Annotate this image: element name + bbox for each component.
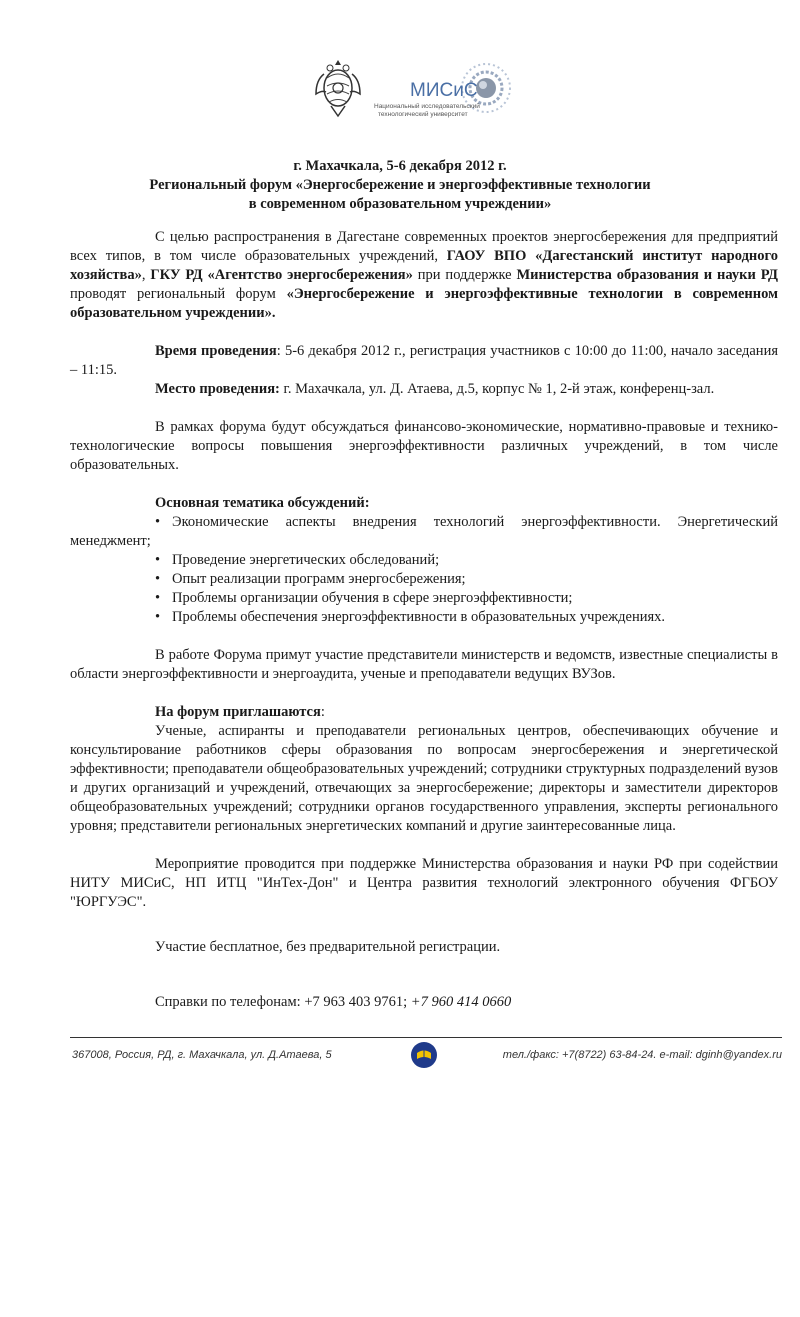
intro-paragraph bbox=[70, 228, 778, 323]
invited-heading-colon: : bbox=[320, 704, 325, 720]
intro-text-2: , bbox=[141, 267, 151, 283]
list-item: • Опыт реализации программ энергосбережения; bbox=[70, 570, 778, 589]
footer-divider bbox=[70, 1037, 782, 1038]
list-item: • Проблемы организации обучения в сфере энергоэффективности; bbox=[70, 589, 778, 608]
invited-heading bbox=[70, 703, 778, 722]
invited-heading-text: На форум приглашаются bbox=[155, 704, 321, 720]
intro-org-3: Министерства образования и науки РД bbox=[516, 267, 778, 283]
phones-label: Справки по телефонам: +7 963 403 9761; bbox=[155, 994, 411, 1010]
footer-address: 367008, Россия, РД, г. Махачкала, ул. Д.Атаева, 5 bbox=[72, 1049, 332, 1061]
document-title bbox=[100, 157, 700, 214]
list-item: • Проблемы обеспечения энергоэффективности в образовательных учреждениях. bbox=[70, 608, 778, 627]
time-paragraph bbox=[70, 342, 778, 380]
double-headed-eagle-crest-icon bbox=[313, 56, 363, 120]
misis-logo-subtitle-2: технологический университет bbox=[378, 111, 468, 118]
institute-emblem-icon bbox=[410, 1041, 438, 1069]
header-logos bbox=[0, 50, 800, 130]
document-body bbox=[70, 228, 778, 912]
free-participation-note: Участие бесплатное, без предварительной регистрации. bbox=[155, 939, 501, 955]
intro-text-3: при поддержке bbox=[412, 267, 517, 283]
place-label: Место проведения: bbox=[155, 381, 280, 397]
place-text: г. Махачкала, ул. Д. Атаева, д.5, корпус № 1, 2-й этаж, конференц-зал. bbox=[279, 381, 715, 397]
intro-forum-name: «Энергосбережение и энергоэффективные технологии в современном образовательном учреждении». bbox=[70, 286, 778, 321]
misis-logo-graphic bbox=[368, 52, 518, 122]
misis-logo-subtitle-1: Национальный исследовательский bbox=[374, 103, 480, 110]
participants-paragraph: В работе Форума примут участие представители министерств и ведомств, известные специалисты в области энергоэффективности и энергоаудита, ученые и преподаватели ведущих ВУЗов. bbox=[70, 647, 778, 682]
topics-list bbox=[70, 513, 778, 627]
footer-contacts: тел./факс: +7(8722) 63-84-24. e-mail: dginh@yandex.ru bbox=[502, 1049, 782, 1061]
place-paragraph bbox=[70, 380, 778, 399]
time-label: Время проведения bbox=[155, 343, 277, 359]
misis-logo bbox=[368, 52, 518, 122]
invited-paragraph: Ученые, аспиранты и преподаватели региональных центров, обеспечивающих обучение и консультирование работников сферы образования по вопросам энергосбережения и энергетической эффективности; преподаватели общеобразовательных учреждений; сотрудники структурных подразделений вузов и других организаций и учреждений, отвечающих за энергосбережение; директоры и заместители директоров общеобразовательных учреждений; сотрудники органов государственного управления, эксперты регионального уровня; представители региональных энергетических компаний и другие заинтересованные лица. bbox=[70, 723, 778, 834]
title-line-2: Региональный форум «Энергосбережение и энергоэффективные технологии bbox=[149, 177, 651, 193]
intro-org-2: ГКУ РД «Агентство энергосбережения» bbox=[150, 267, 413, 283]
title-line-1: г. Махачкала, 5-6 декабря 2012 г. bbox=[293, 158, 507, 174]
intro-text-4: проводят региональный форум bbox=[70, 286, 287, 302]
time-text: : 5-6 декабря 2012 г., регистрация участников с 10:00 до 11:00, начало заседания – 11:15. bbox=[70, 343, 778, 378]
list-item: • Проведение энергетических обследований; bbox=[70, 551, 778, 570]
phones-alt-number: +7 960 414 0660 bbox=[410, 994, 512, 1010]
scope-paragraph: В рамках форума будут обсуждаться финансово-экономические, нормативно-правовые и технико-технологические вопросы повышения энергоэффективности различных учреждений, в том числе образовательных. bbox=[70, 419, 778, 473]
misis-logo-name: МИСиС bbox=[410, 80, 478, 101]
intro-text-1: С целью распространения в Дагестане современных проектов энергосбережения для предприятий всех типов, в том числе образовательных учреждений, bbox=[70, 229, 778, 264]
intro-org-1: ГАОУ ВПО «Дагестанский институт народного хозяйства» bbox=[70, 248, 778, 283]
phones-line bbox=[155, 993, 511, 1012]
list-item: • Экономические аспекты внедрения технологий энергоэффективности. Энергетический менеджмент; bbox=[70, 513, 778, 551]
title-line-3: в современном образовательном учреждении» bbox=[248, 196, 552, 212]
topics-heading-text: Основная тематика обсуждений: bbox=[155, 495, 370, 511]
footer bbox=[70, 1045, 782, 1069]
support-paragraph: Мероприятие проводится при поддержке Министерства образования и науки РФ при содействии НИТУ МИСиС, НП ИТЦ "ИнТех-Дон" и Центра развития технологий электронного обучения ФГБОУ "ЮРГУЭС". bbox=[70, 856, 778, 910]
topics-heading bbox=[70, 494, 778, 513]
